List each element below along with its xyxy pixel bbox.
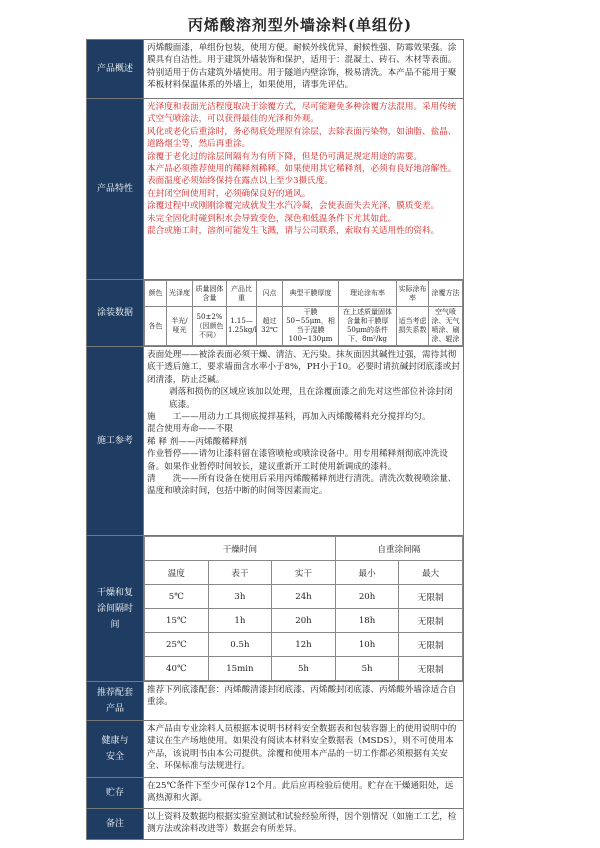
document-title: 丙烯酸溶剂型外墙涂料(单组份) [187, 16, 413, 34]
notes-text: 以上资料及数据均根据实验室测试和试验经验所得，因个别情况（如施工工艺，检测方法或涂料改进等）数据会有所差异。 [144, 809, 464, 840]
drying-header: 最大 [399, 561, 463, 585]
data-header: 理论涂布率 [339, 281, 397, 307]
overview-text: 丙烯酸面漆，单组份包装，使用方便。耐候外线优异，耐候性强、防霉效果强。涂膜具有自洁性。用于建筑外墙装饰和保护，适用于：混凝土、砖石、木材等表面。特别适用于仿古建筑外墙使用。用于隧道内壁涂饰，极易清洗。本产品不能用于聚苯板材料保温体系的外墙上，如果使用，请事先评估。 [144, 40, 464, 99]
drying-header: 最小 [335, 561, 399, 585]
row-construction [87, 347, 464, 536]
data-value: 50±2%（因颜色不同） [193, 307, 227, 346]
feature-item: 光泽度和表面光洁程度取决于涂覆方式，尽可能避免多种涂覆方法混用。采用传统式空气喷涂法，可以获得最佳的光泽和外观。 [147, 102, 457, 125]
data-header: 涂覆方法 [429, 281, 463, 307]
row-safety [87, 721, 464, 778]
data-value: 干膜50~55μm，相当于湿膜100~130μm [283, 307, 339, 346]
construction-text: 请勿让漆料留在漆管喷枪或喷涂设备中。用专用稀释剂彻底冲洗设备。如果作业暂停时间较长，建议重新开工时使用新调成的漆料。 [147, 449, 448, 472]
row-overview [87, 40, 464, 99]
feature-item: 涂覆过程中或刚刚涂覆完成就发生水汽冷凝，会使表面失去光泽，膜质变差。 [147, 201, 440, 212]
drying-cell-value: 25℃ [145, 633, 209, 657]
data-value: 1.15—1.25kg/l [227, 307, 257, 346]
data-header: 实际涂布率 [397, 281, 429, 307]
drying-header: 表干 [208, 561, 272, 585]
features-list [144, 99, 464, 280]
drying-cell-value: 10h [335, 633, 399, 657]
feature-item: 表面温度必须始终保持在露点以上至少3摄氏度。 [147, 176, 333, 187]
data-header: 质量固体含量 [193, 281, 227, 307]
data-value: 半光/哑光 [167, 307, 193, 346]
drying-row [145, 609, 463, 633]
data-header: 颜色 [145, 281, 167, 307]
row-storage [87, 778, 464, 809]
drying-group-row [145, 537, 463, 561]
drying-row [145, 585, 463, 609]
label-drying: 干燥和复涂间隔时间 [87, 536, 144, 682]
drying-cell-value: 3h [208, 585, 272, 609]
data-value-row [145, 307, 463, 346]
safety-text: 本产品由专业涂料人员根据本说明书材料安全数据表和包装容器上的使用说明中的建议在生产场地使用。如果没有阅读本材料安全数据表（MSDS），则不可使用本产品，该说明书由本公司提供。涂覆和使用本产品的一切工作都必须根据有关安全、环保标准与法规进行。 [144, 721, 464, 778]
drying-cell-value: 无限制 [399, 657, 463, 681]
row-notes [87, 809, 464, 840]
construction-head: 表面处理—— [147, 350, 199, 360]
row-data [87, 280, 464, 347]
storage-text: 在25℃条件下至少可保存12个月。此后应再检验后使用。贮存在干燥通阳处，远离热源和火源。 [144, 778, 464, 809]
drying-header-row [145, 561, 463, 585]
data-header: 典型干膜厚度 [283, 281, 339, 307]
construction-text: 不限 [215, 424, 233, 435]
construction-text: 剥落和损伤的区域应该加以处理，且在涂覆面漆之前先对这些部位补涂封闭底漆。 [169, 387, 453, 410]
label-recommend: 推荐配套产品 [87, 682, 144, 721]
spec-table [86, 39, 464, 840]
drying-cell-value: 20h [272, 609, 336, 633]
data-header: 产品比重 [227, 281, 257, 307]
data-header: 闪点 [257, 281, 283, 307]
construction-item [147, 423, 460, 435]
data-value: 适当考虑损失系数 [397, 307, 429, 346]
label-data: 涂装数据 [87, 280, 144, 347]
label-overview: 产品概述 [87, 40, 144, 99]
spec-sheet [86, 39, 464, 840]
construction-head: 混合使用寿命—— [147, 424, 216, 435]
label-notes: 备注 [87, 809, 144, 840]
data-header-row [145, 281, 463, 307]
data-header: 光泽度 [167, 281, 193, 307]
data-value: 空气喷涂、无气喷涂、刷涂、辊涂 [429, 307, 463, 346]
feature-item: 风化或老化后重涂时，务必彻底处理原有涂层，去除表面污染物，如油脂、盐晶、道路烟尘等，然后再重涂。 [147, 126, 457, 150]
construction-head: 稀 释 剂—— [147, 436, 196, 447]
label-construction: 施工参考 [87, 347, 144, 536]
data-value: 超过32℃ [257, 307, 283, 346]
construction-text: 被涂表面必须干燥、清洁、无污染。抹灰面因其碱性过强，需待其彻底干透后施工，要求墙面含水率小于8%，PH小于10。必要时请抗碱封闭底漆或封闭清漆，防止泛碱。 [147, 350, 460, 385]
drying-row [145, 633, 463, 657]
drying-row [145, 657, 463, 681]
data-value: 各色 [145, 307, 167, 346]
drying-table [144, 536, 463, 681]
drying-cell-value: 12h [272, 633, 336, 657]
construction-text: 丙烯酸稀释剂 [195, 436, 248, 447]
construction-head: 清 洗—— [147, 474, 199, 485]
drying-cell [144, 536, 464, 682]
drying-cell-value: 20h [335, 585, 399, 609]
drying-cell-value: 5h [335, 657, 399, 681]
construction-text: 用动力工具彻底搅拌基料，再加入丙烯酸稀料充分搅拌均匀。 [198, 412, 431, 423]
construction-item [147, 448, 460, 473]
data-cell [144, 280, 464, 347]
construction-item [147, 436, 460, 448]
construction-item [147, 473, 460, 498]
construction-head: 作业暂停—— [147, 449, 199, 460]
construction-item [147, 349, 460, 386]
recommend-text: 推荐下列底漆配套：丙烯酸清漆封闭底漆、丙烯酸封闭底漆、丙烯酸外墙涂适合自重涂。 [144, 682, 464, 721]
group-recoat-interval: 自重涂间隔 [335, 537, 462, 561]
drying-header: 温度 [145, 561, 209, 585]
construction-list [144, 347, 464, 536]
data-value: 在上述质量固体含量和干膜厚50μm的条件下，8m²/kg [339, 307, 397, 346]
drying-cell-value: 5℃ [145, 585, 209, 609]
feature-item: 未完全固化时碰到积水会导致变色，深色和低温条件下尤其如此。 [147, 213, 397, 224]
group-dry-time: 干燥时间 [145, 537, 336, 561]
drying-cell-value: 无限制 [399, 585, 463, 609]
drying-cell-value: 5h [272, 657, 336, 681]
label-features: 产品特性 [87, 99, 144, 280]
drying-cell-value: 0.5h [208, 633, 272, 657]
drying-cell-value: 15min [208, 657, 272, 681]
construction-item [147, 411, 460, 423]
label-safety: 健康与安全 [87, 721, 144, 778]
feature-item: 在封闭空间使用时，必须确保良好的通风。 [147, 188, 311, 199]
construction-head: 施 工—— [147, 412, 199, 423]
row-features [87, 99, 464, 280]
drying-cell-value: 1h [208, 609, 272, 633]
construction-item [147, 386, 460, 411]
drying-cell-value: 15℃ [145, 609, 209, 633]
row-recommend [87, 682, 464, 721]
drying-cell-value: 18h [335, 609, 399, 633]
feature-item: 涂覆于老化过的涂层间隔有为有所下降，但是仍可满足规定用途的需要。 [147, 151, 423, 162]
row-drying [87, 536, 464, 682]
label-storage: 贮存 [87, 778, 144, 809]
drying-cell-value: 40℃ [145, 657, 209, 681]
drying-header: 实干 [272, 561, 336, 585]
construction-text: 所有设备在使用后采用丙烯酸稀释剂进行清洗。清洗次数视喷涂量、温度和喷涂时间，包括中断的时间等因素而定。 [147, 474, 457, 497]
drying-cell-value: 无限制 [399, 633, 463, 657]
feature-item: 本产品必须推荐使用的稀释剂稀释。如果使用其它稀释剂，必须有良好地溶解性。 [147, 164, 457, 175]
feature-item: 混合或施工时，溶剂可能发生飞溅，请与公司联系，索取有关适用性的资料。 [147, 226, 440, 237]
coating-data-table [144, 280, 463, 346]
drying-cell-value: 无限制 [399, 609, 463, 633]
drying-cell-value: 24h [272, 585, 336, 609]
